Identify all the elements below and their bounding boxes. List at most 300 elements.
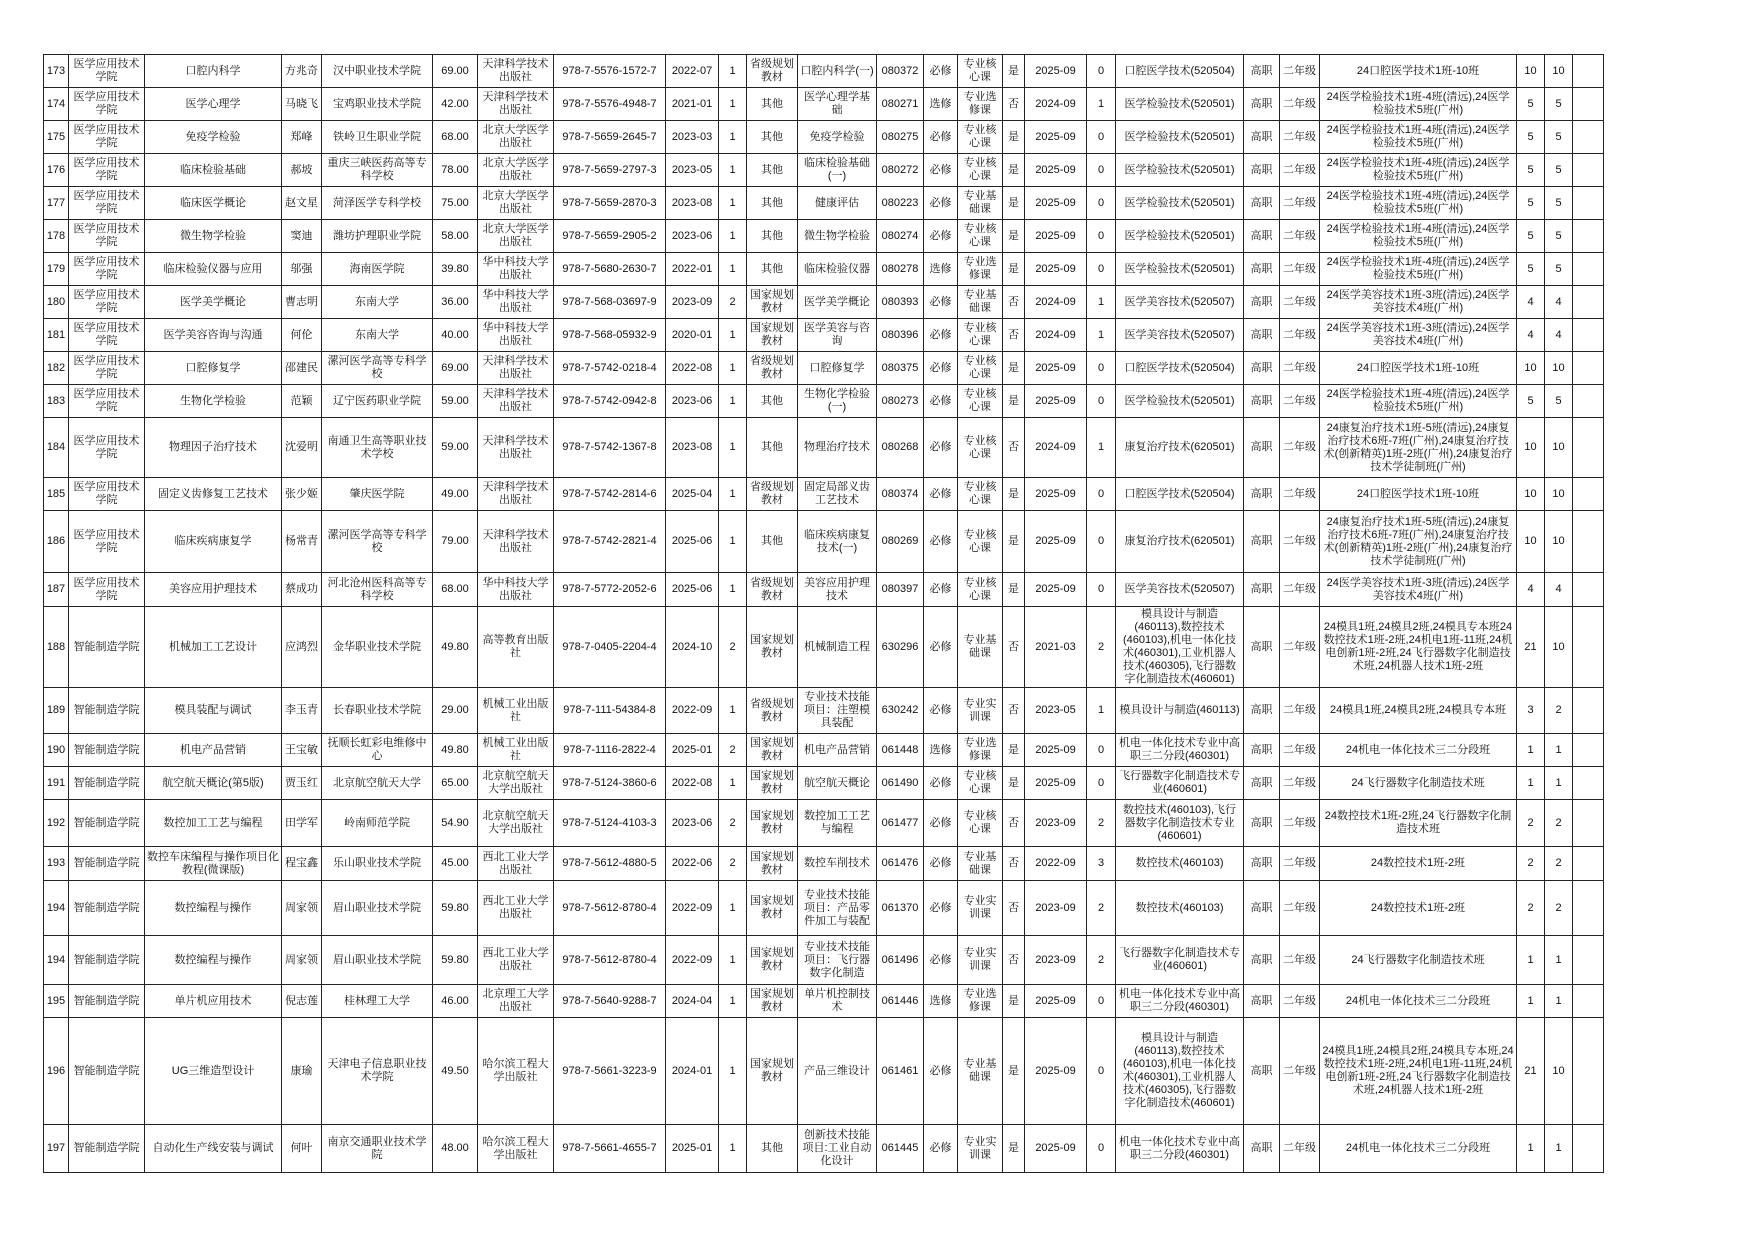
level-cell: 高职	[1244, 88, 1280, 121]
edition-cell: 1	[719, 88, 747, 121]
quantity-cell: 10	[1545, 1018, 1573, 1125]
blank-cell	[1573, 985, 1604, 1018]
isbn-cell: 978-7-5612-8780-4	[554, 881, 666, 936]
college-cell: 智能制造学院	[69, 1125, 145, 1173]
course-nature-cell: 必修	[924, 800, 958, 847]
major-cell: 飞行器数字化制造技术专业(460601)	[1116, 767, 1244, 800]
level-cell: 高职	[1244, 1125, 1280, 1173]
blank-cell	[1573, 573, 1604, 607]
quantity-cell: 2	[1545, 688, 1573, 734]
textbook-title-cell: 口腔修复学	[145, 352, 282, 385]
serial-number-cell: 197	[44, 1125, 69, 1173]
textbook-title-cell: 临床检验基础	[145, 154, 282, 187]
yes-no-cell: 是	[1003, 573, 1025, 607]
college-cell: 智能制造学院	[69, 800, 145, 847]
publish-date-cell: 2022-09	[666, 688, 719, 734]
publisher-cell: 北京大学医学出版社	[478, 220, 554, 253]
course-type-cell: 专业选修课	[958, 985, 1003, 1018]
course-nature-cell: 选修	[924, 734, 958, 767]
quantity-cell: 5	[1517, 385, 1545, 418]
isbn-cell: 978-7-568-05932-9	[554, 319, 666, 352]
edition-cell: 1	[719, 55, 747, 88]
course-code-cell: 061448	[877, 734, 924, 767]
editor-cell: 周家领	[282, 936, 322, 985]
quantity-cell: 21	[1517, 1018, 1545, 1125]
quantity-cell: 4	[1517, 319, 1545, 352]
serial-number-cell: 185	[44, 478, 69, 511]
level-cell: 高职	[1244, 881, 1280, 936]
textbook-category-cell: 其他	[747, 418, 798, 478]
editor-institution-cell: 乐山职业技术学院	[322, 847, 433, 881]
isbn-cell: 978-7-5640-9288-7	[554, 985, 666, 1018]
grade-cell: 二年级	[1280, 121, 1320, 154]
college-cell: 智能制造学院	[69, 607, 145, 688]
isbn-cell: 978-7-5612-4880-5	[554, 847, 666, 881]
quantity-cell: 1	[1517, 985, 1545, 1018]
publish-date-cell: 2023-06	[666, 220, 719, 253]
classes-cell: 24康复治疗技术1班-5班(清远),24康复治疗技术6班-7班(广州),24康复治疗技术(创新精英)1班-2班(广州),24康复治疗技术学徒制班(广州)	[1320, 511, 1517, 573]
isbn-cell: 978-7-5742-1367-8	[554, 418, 666, 478]
blank-cell	[1573, 187, 1604, 220]
course-code-cell: 061496	[877, 936, 924, 985]
major-cell: 口腔医学技术(520504)	[1116, 352, 1244, 385]
table-row	[44, 847, 1604, 881]
course-code-cell: 080273	[877, 385, 924, 418]
classes-cell: 24口腔医学技术1班-10班	[1320, 55, 1517, 88]
yes-no-cell: 否	[1003, 800, 1025, 847]
yes-no-cell: 是	[1003, 1018, 1025, 1125]
edition-cell: 2	[719, 734, 747, 767]
textbook-category-cell: 省级规划教材	[747, 688, 798, 734]
course-nature-cell: 必修	[924, 352, 958, 385]
course-name-cell: 健康评估	[798, 187, 877, 220]
course-type-cell: 专业实训课	[958, 936, 1003, 985]
price-cell: 39.80	[433, 253, 478, 286]
level-cell: 高职	[1244, 607, 1280, 688]
level-cell: 高职	[1244, 253, 1280, 286]
quantity-cell: 5	[1545, 220, 1573, 253]
table-row	[44, 121, 1604, 154]
edition-cell: 1	[719, 418, 747, 478]
textbook-title-cell: 机械加工工艺设计	[145, 607, 282, 688]
publish-date-cell: 2025-01	[666, 734, 719, 767]
course-type-cell: 专业核心课	[958, 573, 1003, 607]
grade-cell: 二年级	[1280, 767, 1320, 800]
edition-cell: 1	[719, 573, 747, 607]
course-code-cell: 080375	[877, 352, 924, 385]
quantity-cell: 5	[1517, 187, 1545, 220]
course-name-cell: 物理治疗技术	[798, 418, 877, 478]
isbn-cell: 978-7-5576-4948-7	[554, 88, 666, 121]
grade-cell: 二年级	[1280, 319, 1320, 352]
yes-no-cell: 是	[1003, 55, 1025, 88]
course-name-cell: 专业技术技能项目：飞行器数字化制造	[798, 936, 877, 985]
course-name-cell: 固定局部义齿工艺技术	[798, 478, 877, 511]
quantity-cell: 2	[1545, 881, 1573, 936]
textbook-title-cell: 数控编程与操作	[145, 936, 282, 985]
editor-cell: 应鸿烈	[282, 607, 322, 688]
textbook-title-cell: 自动化生产线安装与调试	[145, 1125, 282, 1173]
textbook-category-cell: 其他	[747, 121, 798, 154]
course-code-cell: 061477	[877, 800, 924, 847]
level-cell: 高职	[1244, 767, 1280, 800]
course-name-cell: 口腔内科学(一)	[798, 55, 877, 88]
textbook-category-cell: 国家规划教材	[747, 286, 798, 319]
price-cell: 59.80	[433, 936, 478, 985]
start-date-cell: 2025-09	[1025, 1018, 1087, 1125]
edition-cell: 1	[719, 319, 747, 352]
yes-no-cell: 是	[1003, 511, 1025, 573]
start-date-cell: 2025-09	[1025, 121, 1087, 154]
quantity-cell: 5	[1517, 154, 1545, 187]
textbook-title-cell: 生物化学检验	[145, 385, 282, 418]
course-name-cell: 航空航天概论	[798, 767, 877, 800]
table-row	[44, 1018, 1604, 1125]
textbook-title-cell: 医学美容咨询与沟通	[145, 319, 282, 352]
serial-number-cell: 189	[44, 688, 69, 734]
quantity-cell: 10	[1517, 418, 1545, 478]
publish-date-cell: 2023-03	[666, 121, 719, 154]
start-date-cell: 2025-09	[1025, 478, 1087, 511]
publisher-cell: 天津科学技术出版社	[478, 478, 554, 511]
edition-cell: 1	[719, 385, 747, 418]
level-cell: 高职	[1244, 1018, 1280, 1125]
publish-date-cell: 2024-10	[666, 607, 719, 688]
start-date-cell: 2025-09	[1025, 253, 1087, 286]
edition-cell: 1	[719, 1018, 747, 1125]
course-nature-cell: 必修	[924, 1018, 958, 1125]
classes-cell: 24飞行器数字化制造技术班	[1320, 767, 1517, 800]
serial-number-cell: 173	[44, 55, 69, 88]
level-cell: 高职	[1244, 121, 1280, 154]
blank-cell	[1573, 352, 1604, 385]
serial-number-cell: 179	[44, 253, 69, 286]
editor-institution-cell: 东南大学	[322, 319, 433, 352]
start-date-cell: 2024-09	[1025, 319, 1087, 352]
edition-cell: 1	[719, 767, 747, 800]
classes-cell: 24医学美容技术1班-3班(清远),24医学美容技术4班(广州)	[1320, 573, 1517, 607]
quantity-cell: 5	[1517, 88, 1545, 121]
table-row	[44, 286, 1604, 319]
price-cell: 69.00	[433, 55, 478, 88]
start-date-cell: 2025-09	[1025, 55, 1087, 88]
textbook-category-cell: 其他	[747, 253, 798, 286]
major-cell: 康复治疗技术(620501)	[1116, 511, 1244, 573]
publish-date-cell: 2020-01	[666, 319, 719, 352]
course-name-cell: 机械制造工程	[798, 607, 877, 688]
publish-date-cell: 2025-06	[666, 511, 719, 573]
edition-cell: 1	[719, 985, 747, 1018]
count-cell: 0	[1087, 985, 1116, 1018]
price-cell: 75.00	[433, 187, 478, 220]
textbook-title-cell: UG三维造型设计	[145, 1018, 282, 1125]
yes-no-cell: 否	[1003, 688, 1025, 734]
quantity-cell: 5	[1517, 220, 1545, 253]
count-cell: 0	[1087, 767, 1116, 800]
course-nature-cell: 必修	[924, 220, 958, 253]
yes-no-cell: 否	[1003, 286, 1025, 319]
editor-cell: 方兆奇	[282, 55, 322, 88]
price-cell: 49.80	[433, 734, 478, 767]
publish-date-cell: 2025-06	[666, 573, 719, 607]
publisher-cell: 高等教育出版社	[478, 607, 554, 688]
editor-institution-cell: 汉中职业技术学院	[322, 55, 433, 88]
isbn-cell: 978-7-5659-2645-7	[554, 121, 666, 154]
editor-institution-cell: 辽宁医药职业学院	[322, 385, 433, 418]
publish-date-cell: 2022-09	[666, 881, 719, 936]
major-cell: 飞行器数字化制造技术专业(460601)	[1116, 936, 1244, 985]
serial-number-cell: 178	[44, 220, 69, 253]
quantity-cell: 10	[1545, 607, 1573, 688]
start-date-cell: 2025-09	[1025, 187, 1087, 220]
editor-cell: 倪志莲	[282, 985, 322, 1018]
yes-no-cell: 是	[1003, 767, 1025, 800]
table-row	[44, 936, 1604, 985]
publisher-cell: 北京大学医学出版社	[478, 154, 554, 187]
edition-cell: 1	[719, 688, 747, 734]
level-cell: 高职	[1244, 187, 1280, 220]
count-cell: 0	[1087, 154, 1116, 187]
count-cell: 0	[1087, 573, 1116, 607]
blank-cell	[1573, 734, 1604, 767]
editor-cell: 赵文星	[282, 187, 322, 220]
table-row	[44, 319, 1604, 352]
textbook-category-cell: 省级规划教材	[747, 478, 798, 511]
grade-cell: 二年级	[1280, 154, 1320, 187]
textbook-title-cell: 美容应用护理技术	[145, 573, 282, 607]
table-row	[44, 800, 1604, 847]
major-cell: 医学检验技术(520501)	[1116, 154, 1244, 187]
start-date-cell: 2021-03	[1025, 607, 1087, 688]
college-cell: 医学应用技术学院	[69, 478, 145, 511]
price-cell: 29.00	[433, 688, 478, 734]
yes-no-cell: 否	[1003, 936, 1025, 985]
level-cell: 高职	[1244, 286, 1280, 319]
editor-institution-cell: 眉山职业技术学院	[322, 881, 433, 936]
start-date-cell: 2025-09	[1025, 1125, 1087, 1173]
grade-cell: 二年级	[1280, 478, 1320, 511]
count-cell: 0	[1087, 55, 1116, 88]
yes-no-cell: 是	[1003, 985, 1025, 1018]
editor-institution-cell: 铁岭卫生职业学院	[322, 121, 433, 154]
college-cell: 智能制造学院	[69, 688, 145, 734]
course-code-cell: 080397	[877, 573, 924, 607]
course-nature-cell: 必修	[924, 511, 958, 573]
count-cell: 0	[1087, 478, 1116, 511]
course-name-cell: 生物化学检验(一)	[798, 385, 877, 418]
quantity-cell: 4	[1517, 573, 1545, 607]
quantity-cell: 1	[1517, 734, 1545, 767]
course-code-cell: 061446	[877, 985, 924, 1018]
publish-date-cell: 2022-07	[666, 55, 719, 88]
grade-cell: 二年级	[1280, 688, 1320, 734]
course-nature-cell: 必修	[924, 385, 958, 418]
count-cell: 0	[1087, 352, 1116, 385]
classes-cell: 24医学检验技术1班-4班(清远),24医学检验技术5班(广州)	[1320, 187, 1517, 220]
isbn-cell: 978-7-5742-2821-4	[554, 511, 666, 573]
course-name-cell: 数控车削技术	[798, 847, 877, 881]
classes-cell: 24机电一体化技术三二分段班	[1320, 1125, 1517, 1173]
serial-number-cell: 180	[44, 286, 69, 319]
start-date-cell: 2025-09	[1025, 385, 1087, 418]
college-cell: 智能制造学院	[69, 734, 145, 767]
textbook-title-cell: 物理因子治疗技术	[145, 418, 282, 478]
course-nature-cell: 必修	[924, 1125, 958, 1173]
price-cell: 49.50	[433, 1018, 478, 1125]
quantity-cell: 5	[1545, 187, 1573, 220]
quantity-cell: 10	[1517, 511, 1545, 573]
edition-cell: 2	[719, 286, 747, 319]
quantity-cell: 1	[1545, 767, 1573, 800]
grade-cell: 二年级	[1280, 352, 1320, 385]
quantity-cell: 4	[1545, 319, 1573, 352]
course-nature-cell: 必修	[924, 881, 958, 936]
major-cell: 医学美容技术(520507)	[1116, 319, 1244, 352]
quantity-cell: 10	[1517, 478, 1545, 511]
start-date-cell: 2024-09	[1025, 286, 1087, 319]
major-cell: 数控技术(460103),飞行器数字化制造技术专业(460601)	[1116, 800, 1244, 847]
course-type-cell: 专业选修课	[958, 88, 1003, 121]
blank-cell	[1573, 607, 1604, 688]
level-cell: 高职	[1244, 319, 1280, 352]
classes-cell: 24数控技术1班-2班,24飞行器数字化制造技术班	[1320, 800, 1517, 847]
table-row	[44, 55, 1604, 88]
textbook-title-cell: 医学心理学	[145, 88, 282, 121]
count-cell: 2	[1087, 607, 1116, 688]
blank-cell	[1573, 88, 1604, 121]
quantity-cell: 5	[1517, 253, 1545, 286]
textbook-title-cell: 口腔内科学	[145, 55, 282, 88]
classes-cell: 24口腔医学技术1班-10班	[1320, 478, 1517, 511]
count-cell: 0	[1087, 1125, 1116, 1173]
level-cell: 高职	[1244, 511, 1280, 573]
course-code-cell: 080393	[877, 286, 924, 319]
isbn-cell: 978-7-111-54384-8	[554, 688, 666, 734]
publisher-cell: 西北工业大学出版社	[478, 936, 554, 985]
yes-no-cell: 是	[1003, 478, 1025, 511]
course-nature-cell: 必修	[924, 936, 958, 985]
course-nature-cell: 选修	[924, 88, 958, 121]
textbook-list-sheet	[43, 54, 1603, 1173]
course-name-cell: 医学美学概论	[798, 286, 877, 319]
course-type-cell: 专业实训课	[958, 1125, 1003, 1173]
course-name-cell: 微生物学检验	[798, 220, 877, 253]
blank-cell	[1573, 688, 1604, 734]
isbn-cell: 978-7-5124-3860-6	[554, 767, 666, 800]
grade-cell: 二年级	[1280, 220, 1320, 253]
publish-date-cell: 2025-04	[666, 478, 719, 511]
serial-number-cell: 196	[44, 1018, 69, 1125]
classes-cell: 24医学美容技术1班-3班(清远),24医学美容技术4班(广州)	[1320, 319, 1517, 352]
course-type-cell: 专业核心课	[958, 800, 1003, 847]
price-cell: 69.00	[433, 352, 478, 385]
isbn-cell: 978-7-5661-4655-7	[554, 1125, 666, 1173]
edition-cell: 1	[719, 881, 747, 936]
publish-date-cell: 2022-08	[666, 352, 719, 385]
textbook-table-body	[44, 55, 1604, 1173]
grade-cell: 二年级	[1280, 1018, 1320, 1125]
textbook-category-cell: 国家规划教材	[747, 767, 798, 800]
grade-cell: 二年级	[1280, 985, 1320, 1018]
yes-no-cell: 是	[1003, 385, 1025, 418]
course-code-cell: 080223	[877, 187, 924, 220]
course-name-cell: 临床检验基础(一)	[798, 154, 877, 187]
classes-cell: 24模具1班,24模具2班,24模具专本班	[1320, 688, 1517, 734]
editor-institution-cell: 长春职业技术学院	[322, 688, 433, 734]
blank-cell	[1573, 847, 1604, 881]
textbook-title-cell: 数控加工工艺与编程	[145, 800, 282, 847]
college-cell: 医学应用技术学院	[69, 154, 145, 187]
textbook-category-cell: 国家规划教材	[747, 847, 798, 881]
quantity-cell: 5	[1545, 253, 1573, 286]
textbook-category-cell: 其他	[747, 1125, 798, 1173]
start-date-cell: 2025-09	[1025, 985, 1087, 1018]
college-cell: 医学应用技术学院	[69, 385, 145, 418]
course-code-cell: 080374	[877, 478, 924, 511]
textbook-title-cell: 数控编程与操作	[145, 881, 282, 936]
blank-cell	[1573, 418, 1604, 478]
college-cell: 医学应用技术学院	[69, 220, 145, 253]
textbook-category-cell: 其他	[747, 88, 798, 121]
course-type-cell: 专业实训课	[958, 688, 1003, 734]
course-code-cell: 061461	[877, 1018, 924, 1125]
course-nature-cell: 必修	[924, 573, 958, 607]
quantity-cell: 10	[1517, 352, 1545, 385]
yes-no-cell: 是	[1003, 352, 1025, 385]
publisher-cell: 天津科学技术出版社	[478, 418, 554, 478]
college-cell: 医学应用技术学院	[69, 418, 145, 478]
editor-cell: 邵建民	[282, 352, 322, 385]
table-row	[44, 418, 1604, 478]
table-row	[44, 385, 1604, 418]
editor-cell: 何伦	[282, 319, 322, 352]
publisher-cell: 天津科学技术出版社	[478, 352, 554, 385]
price-cell: 68.00	[433, 121, 478, 154]
quantity-cell: 3	[1517, 688, 1545, 734]
quantity-cell: 10	[1545, 352, 1573, 385]
table-row	[44, 88, 1604, 121]
edition-cell: 1	[719, 253, 747, 286]
isbn-cell: 978-7-5742-0942-8	[554, 385, 666, 418]
blank-cell	[1573, 253, 1604, 286]
course-code-cell: 080268	[877, 418, 924, 478]
quantity-cell: 1	[1545, 936, 1573, 985]
major-cell: 医学美容技术(520507)	[1116, 573, 1244, 607]
editor-institution-cell: 天津电子信息职业技术学院	[322, 1018, 433, 1125]
count-cell: 1	[1087, 286, 1116, 319]
blank-cell	[1573, 478, 1604, 511]
price-cell: 58.00	[433, 220, 478, 253]
start-date-cell: 2025-09	[1025, 767, 1087, 800]
serial-number-cell: 191	[44, 767, 69, 800]
price-cell: 78.00	[433, 154, 478, 187]
table-row	[44, 767, 1604, 800]
course-nature-cell: 必修	[924, 847, 958, 881]
isbn-cell: 978-7-5680-2630-7	[554, 253, 666, 286]
editor-institution-cell: 桂林理工大学	[322, 985, 433, 1018]
editor-institution-cell: 漯河医学高等专科学校	[322, 352, 433, 385]
publisher-cell: 北京大学医学出版社	[478, 121, 554, 154]
textbook-category-cell: 省级规划教材	[747, 352, 798, 385]
editor-institution-cell: 北京航空航天大学	[322, 767, 433, 800]
editor-cell: 何叶	[282, 1125, 322, 1173]
textbook-category-cell: 省级规划教材	[747, 573, 798, 607]
course-code-cell: 061370	[877, 881, 924, 936]
major-cell: 康复治疗技术(620501)	[1116, 418, 1244, 478]
table-row	[44, 881, 1604, 936]
course-name-cell: 临床疾病康复技术(一)	[798, 511, 877, 573]
isbn-cell: 978-7-5612-8780-4	[554, 936, 666, 985]
